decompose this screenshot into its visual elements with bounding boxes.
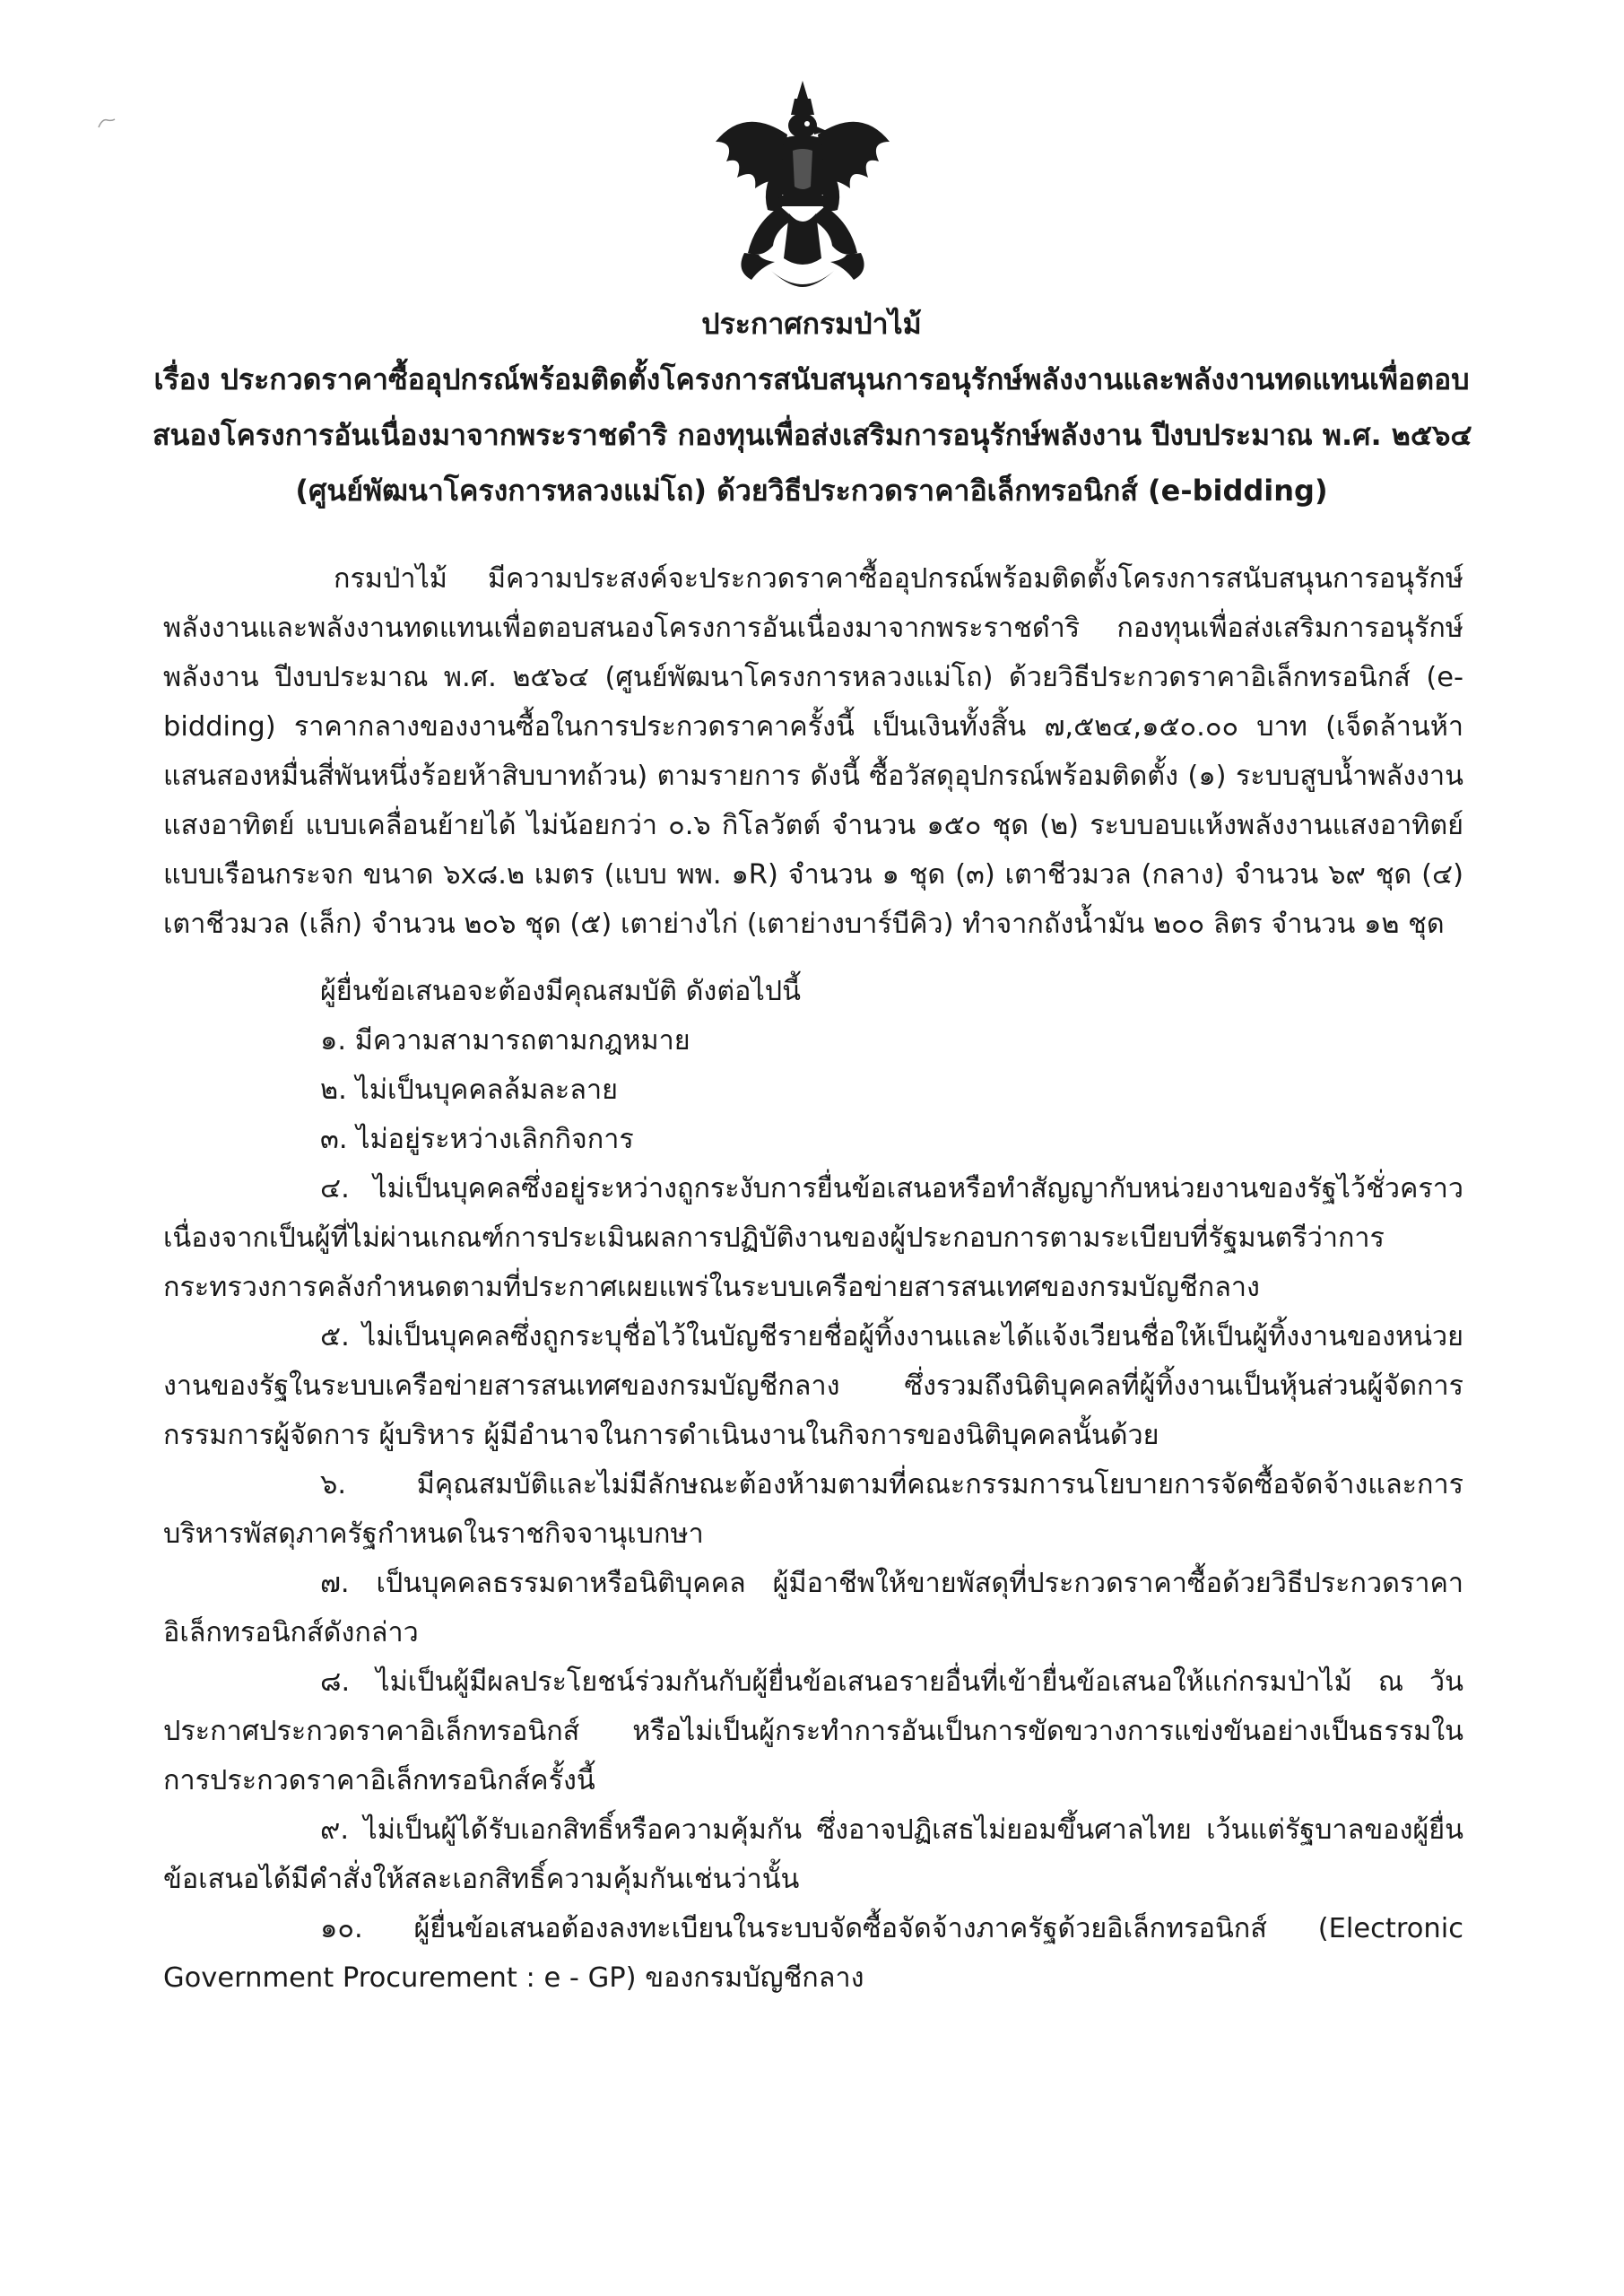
intro-paragraph: กรมป่าไม้ มีความประสงค์จะประกวดราคาซื้ออุปกรณ์พร้อมติดตั้งโครงการสนับสนุนการอนุรักษ์พลังงานและพลังงานทดแทนเพื่อตอบสนองโครงการอันเนื่องมาจากพระราชดำริ กองทุนเพื่อส่งเสริมการอนุรักษ์พลังงาน ปีงบประมาณ พ.ศ. ๒๕๖๔ (ศูนย์พัฒนาโครงการหลวงแม่โถ) ด้วยวิธีประกวดราคาอิเล็กทรอนิกส์ (e-bidding) ราคากลางของงานซื้อในการประกวดราคาครั้งนี้ เป็นเงินทั้งสิ้น ๗,๕๒๔,๑๕๐.๐๐ บาท (เจ็ดล้านห้าแสนสองหมื่นสี่พันหนึ่งร้อยห้าสิบบาทถ้วน) ตามรายการ ดังนี้ ซื้อวัสดุอุปกรณ์พร้อมติดตั้ง (๑) ระบบสูบน้ำพลังงานแสงอาทิตย์ แบบเคลื่อนย้ายได้ ไม่น้อยกว่า ๐.๖ กิโลวัตต์ จำนวน ๑๕๐ ชุด (๒) ระบบอบแห้งพลังงานแสงอาทิตย์แบบเรือนกระจก ขนาด ๖x๘.๒ เมตร (แบบ พพ. ๑R) จำนวน ๑ ชุด (๓) เตาชีวมวล (กลาง) จำนวน ๖๙ ชุด (๔) เตาชีวมวล (เล็ก) จำนวน ๒๐๖ ชุด (๕) เตาย่างไก่ (เตาย่างบาร์บีคิว) ทำจากถังน้ำมัน ๒๐๐ ลิตร จำนวน ๑๒ ชุด bbox=[163, 563, 1463, 940]
qualification-item: ๕. ไม่เป็นบุคคลซึ่งถูกระบุชื่อไว้ในบัญชีรายชื่อผู้ทิ้งงานและได้แจ้งเวียนชื่อให้เป็นผู้ทิ้งงานของหน่วยงานของรัฐในระบบเครือข่ายสารสนเทศของกรมบัญชีกลาง ซึ่งรวมถึงนิติบุคคลที่ผู้ทิ้งงานเป็นหุ้นส่วนผู้จัดการ กรรมการผู้จัดการ ผู้บริหาร ผู้มีอำนาจในการดำเนินงานในกิจการของนิติบุคคลนั้นด้วย bbox=[163, 1321, 1463, 1451]
subject-line-3: (ศูนย์พัฒนาโครงการหลวงแม่โถ) ด้วยวิธีประกวดราคาอิเล็กทรอนิกส์ (e-bidding) bbox=[295, 474, 1328, 508]
qualification-item: ๙. ไม่เป็นผู้ได้รับเอกสิทธิ์หรือความคุ้มกัน ซึ่งอาจปฏิเสธไม่ยอมขึ้นศาลไทย เว้นแต่รัฐบาลของผู้ยื่นข้อเสนอได้มีคำสั่งให้สละเอกสิทธิ์ความคุ้มกันเช่นว่านั้น bbox=[163, 1814, 1463, 1895]
qualifications-intro: ผู้ยื่นข้อเสนอจะต้องมีคุณสมบัติ ดังต่อไปนี้ bbox=[320, 976, 801, 1007]
subject-line-1: เรื่อง ประกวดราคาซื้ออุปกรณ์พร้อมติดตั้งโครงการสนับสนุนการอนุรักษ์พลังงานและพลังงานทดแทนเพื่อตอบ bbox=[153, 362, 1470, 396]
qualification-item: ๓. ไม่อยู่ระหว่างเลิกกิจการ bbox=[320, 1124, 634, 1155]
qualification-item: ๖. มีคุณสมบัติและไม่มีลักษณะต้องห้ามตามที่คณะกรรมการนโยบายการจัดซื้อจัดจ้างและการบริหารพัสดุภาครัฐกำหนดในราชกิจจานุเบกษา bbox=[163, 1469, 1463, 1550]
qualification-item: ๑๐. ผู้ยื่นข้อเสนอต้องลงทะเบียนในระบบจัดซื้อจัดจ้างภาครัฐด้วยอิเล็กทรอนิกส์ (Electronic Government Procurement : e - GP) ของกรมบัญชีกลาง bbox=[163, 1913, 1463, 1994]
document-body bbox=[163, 554, 1463, 2003]
document-title: ประกาศกรมป่าไม้ bbox=[701, 307, 922, 341]
qualification-item: ๗. เป็นบุคคลธรรมดาหรือนิติบุคคล ผู้มีอาชีพให้ขายพัสดุที่ประกวดราคาซื้อด้วยวิธีประกวดราคาอิเล็กทรอนิกส์ดังกล่าว bbox=[163, 1568, 1463, 1648]
document-header bbox=[152, 296, 1471, 518]
qualification-item: ๘. ไม่เป็นผู้มีผลประโยชน์ร่วมกันกับผู้ยื่นข้อเสนอรายอื่นที่เข้ายื่นข้อเสนอให้แก่กรมป่าไม้ ณ วันประกาศประกวดราคาอิเล็กทรอนิกส์ หรือไม่เป็นผู้กระทำการอันเป็นการขัดขวางการแข่งขันอย่างเป็นธรรมในการประกวดราคาอิเล็กทรอนิกส์ครั้งนี้ bbox=[163, 1666, 1463, 1796]
qualification-item: ๒. ไม่เป็นบุคคลล้มละลาย bbox=[320, 1074, 618, 1106]
garuda-emblem-icon bbox=[708, 79, 897, 299]
qualification-item: ๑. มีความสามารถตามกฎหมาย bbox=[320, 1025, 690, 1057]
scan-mark-icon bbox=[97, 117, 117, 129]
qualification-item: ๔. ไม่เป็นบุคคลซึ่งอยู่ระหว่างถูกระงับการยื่นข้อเสนอหรือทำสัญญากับหน่วยงานของรัฐไว้ชั่วคราว เนื่องจากเป็นผู้ที่ไม่ผ่านเกณฑ์การประเมินผลการปฏิบัติงานของผู้ประกอบการตามระเบียบที่รัฐมนตรีว่าการกระทรวงการคลังกำหนดตามที่ประกาศเผยแพร่ในระบบเครือข่ายสารสนเทศของกรมบัญชีกลาง bbox=[163, 1173, 1463, 1303]
subject-line-2: สนองโครงการอันเนื่องมาจากพระราชดำริ กองทุนเพื่อส่งเสริมการอนุรักษ์พลังงาน ปีงบประมาณ พ.ศ. ๒๕๖๔ bbox=[152, 418, 1472, 452]
